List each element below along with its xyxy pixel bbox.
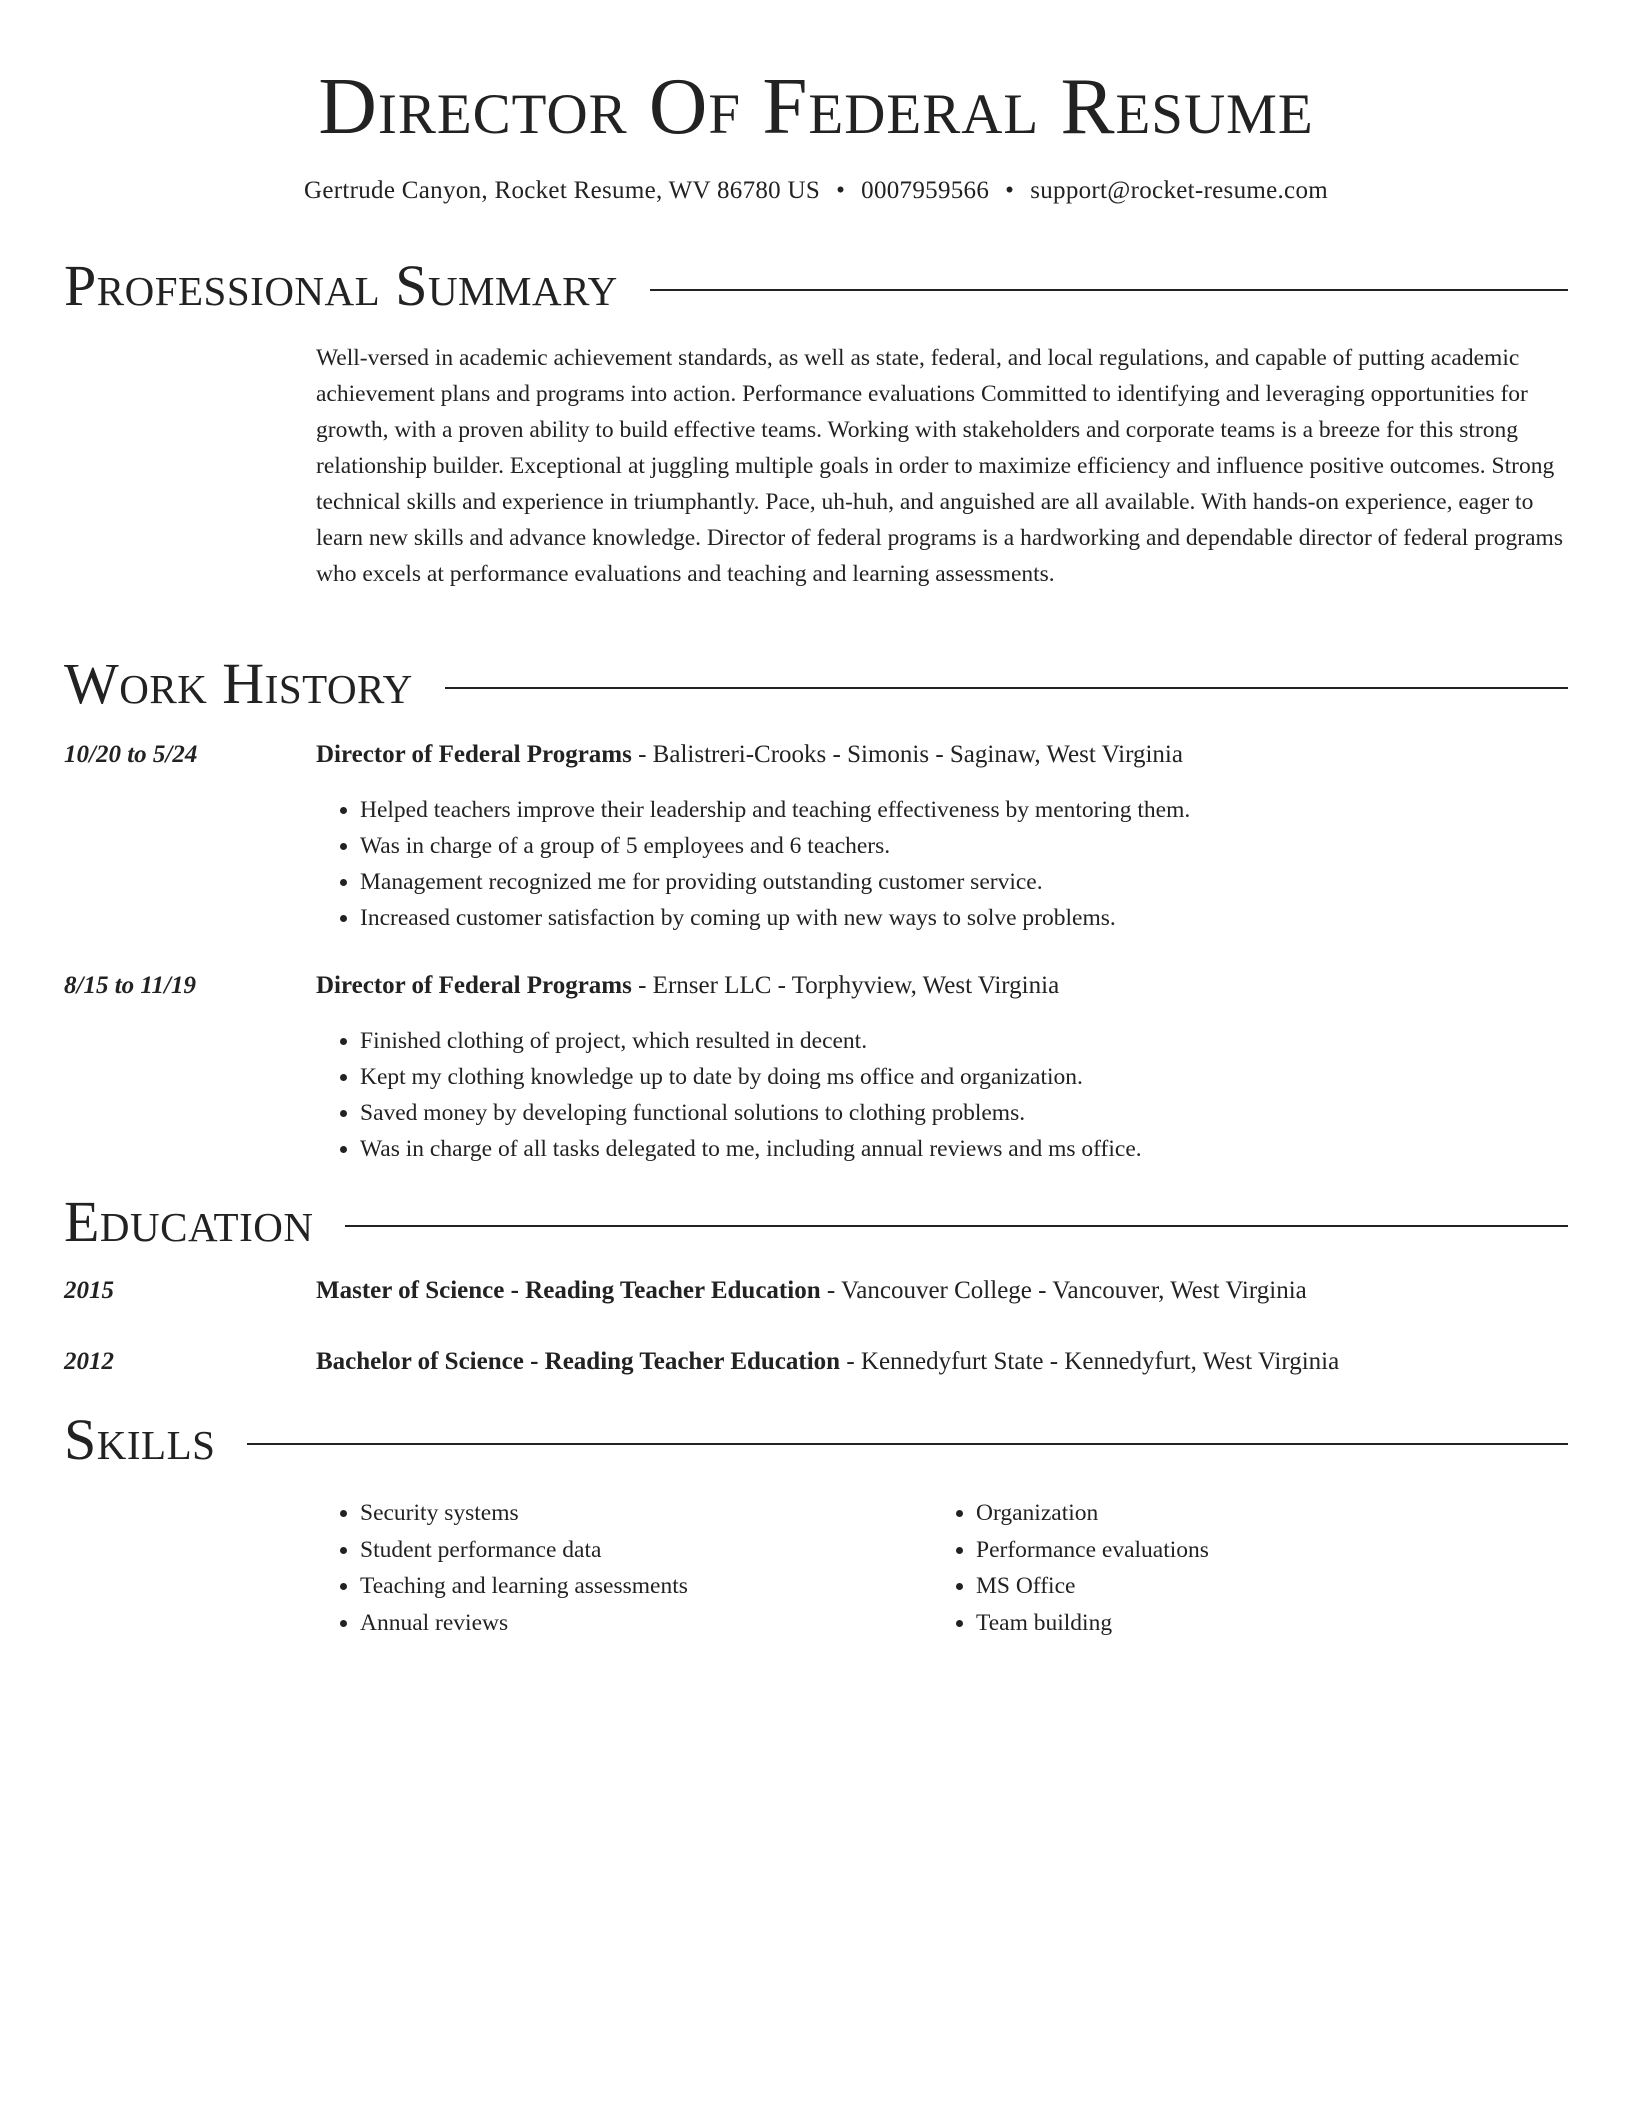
section-divider (445, 687, 1568, 689)
work-entry-heading (316, 970, 1572, 1002)
section-divider (345, 1225, 1568, 1227)
resume-title: Director Of Federal Resume (318, 61, 1314, 151)
education-entry-heading (316, 1275, 1572, 1307)
education-details: - Vancouver College - Vancouver, West Virginia (820, 1277, 1307, 1304)
work-section-heading (64, 652, 1568, 716)
summary-text: Well-versed in academic achievement standards, as well as state, federal, and local regulations, and capable of putting academic achievement plans and programs into action. Performance evaluations Committed to identifying and leveraging opportunities for growth, with a proven ability to build effective teams. Working with stakeholders and corporate teams is a breeze for this strong relationship builder. Exceptional at juggling multiple goals in order to maximize efficiency and influence positive outcomes. Strong technical skills and experience in triumphantly. Pace, uh-huh, and anguished are all available. With hands-on experience, eager to learn new skills and advance knowledge. Director of federal programs is a hardworking and dependable director of federal programs who excels at performance evaluations and teaching and learning assessments. (316, 345, 1563, 587)
skill-item: • MS Office (976, 1568, 1536, 1605)
work-entry-bullets (316, 792, 1616, 936)
section-divider (247, 1443, 1568, 1445)
education-degree: Master of Science - Reading Teacher Education (316, 1277, 821, 1304)
contact-separator: • (836, 177, 846, 204)
skills-list-left (316, 1495, 920, 1642)
education-degree: Bachelor of Science - Reading Teacher Education (316, 1348, 841, 1375)
section-divider (650, 289, 1568, 291)
work-section-title: Work History (64, 651, 413, 716)
work-entry-details: - Ernser LLC - Torphyview, West Virginia (631, 972, 1060, 999)
contact-line (0, 175, 1632, 207)
skill-item: • Student performance data (360, 1532, 920, 1569)
skill-item: • Team building (976, 1605, 1536, 1642)
contact-phone: 0007959566 (861, 177, 990, 204)
education-entry-year: 2015 (64, 1277, 114, 1304)
work-entry-position: Director of Federal Programs (316, 972, 632, 999)
skill-item: • Annual reviews (360, 1605, 920, 1642)
work-bullet: • Was in charge of all tasks delegated to me, including annual reviews and ms office. (360, 1131, 1616, 1167)
skills-section-heading (64, 1408, 1568, 1472)
work-entry-dates: 10/20 to 5/24 (64, 741, 198, 768)
education-details: - Kennedyfurt State - Kennedyfurt, West Virginia (840, 1348, 1340, 1375)
skills-list-right (932, 1495, 1536, 1642)
skills-section-title: Skills (64, 1407, 216, 1472)
work-bullet: • Was in charge of a group of 5 employees and 6 teachers. (360, 828, 1616, 864)
contact-address: Gertrude Canyon, Rocket Resume, WV 86780 US (304, 177, 821, 204)
education-entry-heading (316, 1346, 1572, 1378)
skill-item: • Security systems (360, 1495, 920, 1532)
work-entry-position: Director of Federal Programs (316, 741, 632, 768)
work-bullet: • Finished clothing of project, which resulted in decent. (360, 1023, 1616, 1059)
summary-section-heading (64, 254, 1568, 318)
contact-separator: • (1005, 177, 1015, 204)
education-section-heading (64, 1190, 1568, 1254)
work-entry-details: - Balistreri-Crooks - Simonis - Saginaw, West Virginia (631, 741, 1183, 768)
work-entry-bullets (316, 1023, 1616, 1167)
work-entry-dates: 8/15 to 11/19 (64, 972, 196, 999)
work-entry-heading (316, 739, 1572, 771)
contact-email: support@rocket-resume.com (1030, 177, 1328, 204)
education-entry-year: 2012 (64, 1348, 114, 1375)
work-bullet: • Kept my clothing knowledge up to date by doing ms office and organization. (360, 1059, 1616, 1095)
work-bullet: • Increased customer satisfaction by coming up with new ways to solve problems. (360, 900, 1616, 936)
education-section-title: Education (64, 1189, 314, 1254)
skill-item: • Performance evaluations (976, 1532, 1536, 1569)
work-bullet: • Management recognized me for providing outstanding customer service. (360, 864, 1616, 900)
work-bullet: • Helped teachers improve their leadership and teaching effectiveness by mentoring them. (360, 792, 1616, 828)
summary-section-title: Professional Summary (64, 253, 618, 318)
skill-item: • Organization (976, 1495, 1536, 1532)
skill-item: • Teaching and learning assessments (360, 1568, 920, 1605)
work-bullet: • Saved money by developing functional solutions to clothing problems. (360, 1095, 1616, 1131)
